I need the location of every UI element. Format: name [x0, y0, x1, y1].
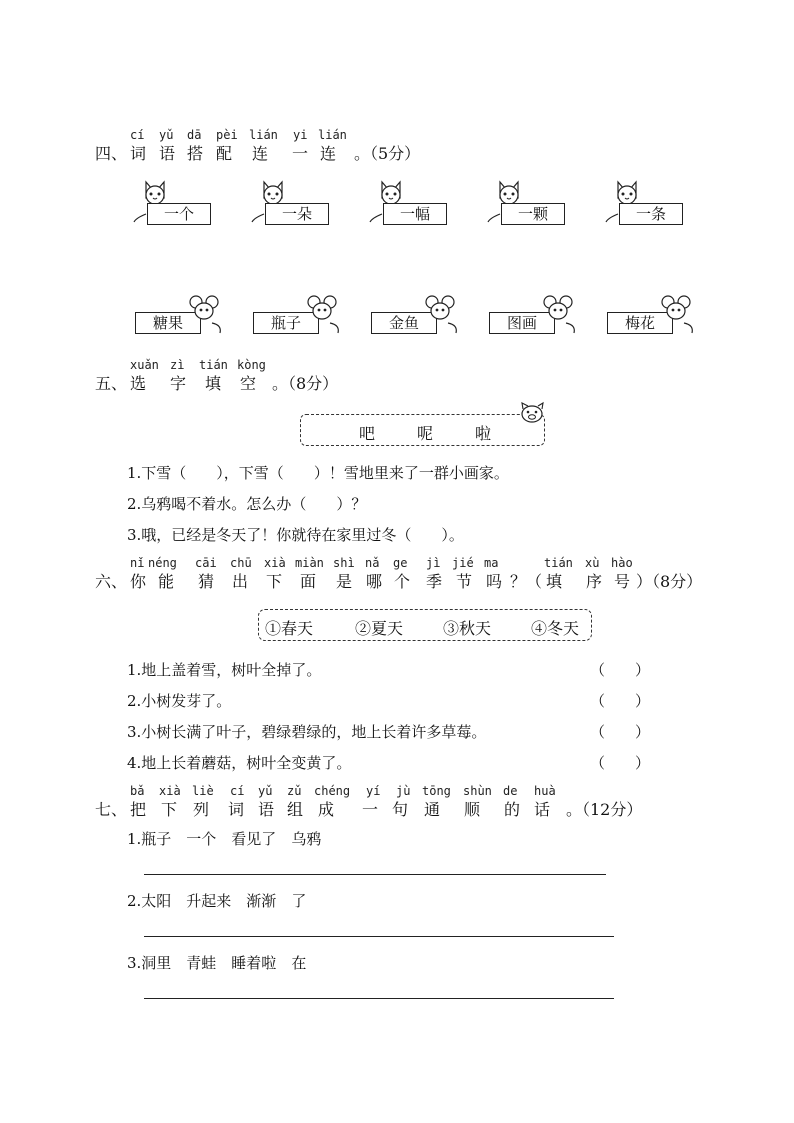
- fill-blank-item: 3.哦，已经是冬天了！你就待在家里过冬（ ）。: [127, 526, 464, 544]
- pinyin: jù: [396, 784, 411, 798]
- title-char: 语: [159, 144, 176, 163]
- noun-card[interactable]: 瓶子: [253, 312, 319, 334]
- title-char: 配: [216, 144, 233, 163]
- pinyin: yí: [366, 784, 381, 798]
- answer-blank[interactable]: （ ）: [590, 692, 651, 710]
- season-option: ①春天: [265, 619, 314, 638]
- score-note: 。（8分）: [272, 374, 339, 393]
- pinyin: shùn: [463, 784, 492, 798]
- title-char: 填: [546, 572, 563, 591]
- pinyin: nǎ: [365, 556, 380, 570]
- title-char: 词: [228, 800, 245, 819]
- title-char: 词: [130, 144, 147, 163]
- pinyin: yi: [293, 128, 308, 142]
- title-char: 的: [504, 800, 521, 819]
- title-char: 通: [424, 800, 441, 819]
- word-group: 2.太阳 升起来 渐渐 了: [127, 892, 307, 910]
- pinyin: xià: [159, 784, 181, 798]
- noun-card[interactable]: 图画: [489, 312, 555, 334]
- fill-blank-item: 1.下雪（ ），下雪（ ）！雪地里来了一群小画家。: [127, 464, 509, 482]
- pinyin: lián: [249, 128, 278, 142]
- pinyin: chéng: [314, 784, 351, 798]
- pinyin: ge: [393, 556, 408, 570]
- measure-word-card[interactable]: 一条: [619, 203, 683, 225]
- title-char: 节: [456, 572, 473, 591]
- measure-word-card[interactable]: 一幅: [383, 203, 447, 225]
- score-note: 。（5分）: [354, 144, 421, 163]
- option-word: 呢: [417, 424, 434, 443]
- section-number: 七、: [95, 800, 128, 819]
- pinyin: tián: [199, 358, 228, 372]
- score-note: 。（12分）: [566, 800, 643, 819]
- title-char: 列: [193, 800, 210, 819]
- pinyin: cí: [230, 784, 245, 798]
- pinyin: zì: [170, 358, 185, 372]
- pinyin: xuǎn: [130, 358, 159, 372]
- season-options-box: [258, 609, 592, 641]
- pinyin: néng: [148, 556, 177, 570]
- title-char: 搭: [187, 144, 204, 163]
- season-question: 4.地上长着蘑菇，树叶全变黄了。: [127, 754, 352, 772]
- noun-card[interactable]: 梅花: [607, 312, 673, 334]
- pinyin: jié: [452, 556, 474, 570]
- title-char: 填: [205, 374, 222, 393]
- pinyin: tōng: [422, 784, 451, 798]
- answer-line[interactable]: [144, 874, 606, 875]
- measure-word-card[interactable]: 一个: [147, 203, 211, 225]
- pinyin: cí: [130, 128, 145, 142]
- title-char: 话: [534, 800, 551, 819]
- title-char: 顺: [464, 800, 481, 819]
- title-char: 季: [426, 572, 443, 591]
- pinyin: chū: [230, 556, 252, 570]
- title-char: 把: [130, 800, 147, 819]
- pinyin: cāi: [195, 556, 217, 570]
- title-char: 是: [336, 572, 353, 591]
- pinyin: ma: [484, 556, 499, 570]
- option-word: 吧: [359, 424, 376, 443]
- section-number: 六、: [95, 572, 128, 591]
- title-char: 下: [161, 800, 178, 819]
- mouse-icon: [422, 293, 462, 337]
- title-char: ？（: [510, 572, 543, 591]
- season-option: ③秋天: [443, 619, 492, 638]
- title-char: 吗: [486, 572, 503, 591]
- word-options-box: [300, 414, 545, 446]
- title-char: 选: [130, 374, 147, 393]
- noun-card[interactable]: 金鱼: [371, 312, 437, 334]
- pinyin: yǔ: [159, 128, 174, 142]
- pinyin: nǐ: [130, 556, 145, 570]
- pinyin: miàn: [295, 556, 324, 570]
- title-char: 能: [158, 572, 175, 591]
- season-question: 2.小树发芽了。: [127, 692, 232, 710]
- title-char: 一: [362, 800, 379, 819]
- title-char: 连: [320, 144, 337, 163]
- score-note: ）（8分）: [636, 572, 703, 591]
- pinyin: kòng: [237, 358, 266, 372]
- word-group: 1.瓶子 一个 看见了 乌鸦: [127, 830, 322, 848]
- title-char: 字: [170, 374, 187, 393]
- measure-word-card[interactable]: 一朵: [265, 203, 329, 225]
- pig-icon: [519, 402, 545, 424]
- title-char: 个: [394, 572, 411, 591]
- title-char: 你: [130, 572, 147, 591]
- title-char: 出: [232, 572, 249, 591]
- fill-blank-item: 2.乌鸦喝不着水。怎么办（ ）？: [127, 495, 367, 513]
- pinyin: shì: [333, 556, 355, 570]
- title-char: 号: [614, 572, 631, 591]
- pinyin: zǔ: [287, 784, 302, 798]
- measure-word-card[interactable]: 一颗: [501, 203, 565, 225]
- option-word: 啦: [475, 424, 492, 443]
- title-char: 句: [392, 800, 409, 819]
- season-option: ②夏天: [355, 619, 404, 638]
- title-char: 猜: [198, 572, 215, 591]
- title-char: 一: [292, 144, 309, 163]
- section-number: 四、: [95, 144, 128, 163]
- title-char: 面: [300, 572, 317, 591]
- season-option: ④冬天: [531, 619, 580, 638]
- title-char: 连: [252, 144, 269, 163]
- pinyin: pèi: [216, 128, 238, 142]
- word-group: 3.洞里 青蛙 睡着啦 在: [127, 954, 307, 972]
- section-number: 五、: [95, 374, 128, 393]
- pinyin: de: [503, 784, 518, 798]
- pinyin: bǎ: [130, 784, 145, 798]
- answer-line[interactable]: [144, 936, 614, 937]
- season-question: 3.小树长满了叶子，碧绿碧绿的，地上长着许多草莓。: [127, 723, 487, 741]
- pinyin: xià: [264, 556, 286, 570]
- answer-blank[interactable]: （ ）: [590, 723, 651, 741]
- pinyin: dā: [187, 128, 202, 142]
- answer-blank[interactable]: （ ）: [590, 661, 651, 679]
- mouse-icon: [304, 293, 344, 337]
- mouse-icon: [186, 293, 226, 337]
- season-question: 1.地上盖着雪，树叶全掉了。: [127, 661, 322, 679]
- pinyin: yǔ: [258, 784, 273, 798]
- title-char: 成: [318, 800, 335, 819]
- mouse-icon: [540, 293, 580, 337]
- title-char: 组: [287, 800, 304, 819]
- pinyin: huà: [534, 784, 556, 798]
- answer-line[interactable]: [144, 998, 614, 999]
- noun-card[interactable]: 糖果: [135, 312, 201, 334]
- pinyin: hào: [611, 556, 633, 570]
- pinyin: xù: [585, 556, 600, 570]
- title-char: 下: [266, 572, 283, 591]
- answer-blank[interactable]: （ ）: [590, 754, 651, 772]
- pinyin: tián: [544, 556, 573, 570]
- title-char: 序: [586, 572, 603, 591]
- pinyin: liè: [192, 784, 214, 798]
- title-char: 空: [240, 374, 257, 393]
- pinyin: jì: [426, 556, 441, 570]
- mouse-icon: [658, 293, 698, 337]
- title-char: 语: [258, 800, 275, 819]
- pinyin: lián: [318, 128, 347, 142]
- title-char: 哪: [366, 572, 383, 591]
